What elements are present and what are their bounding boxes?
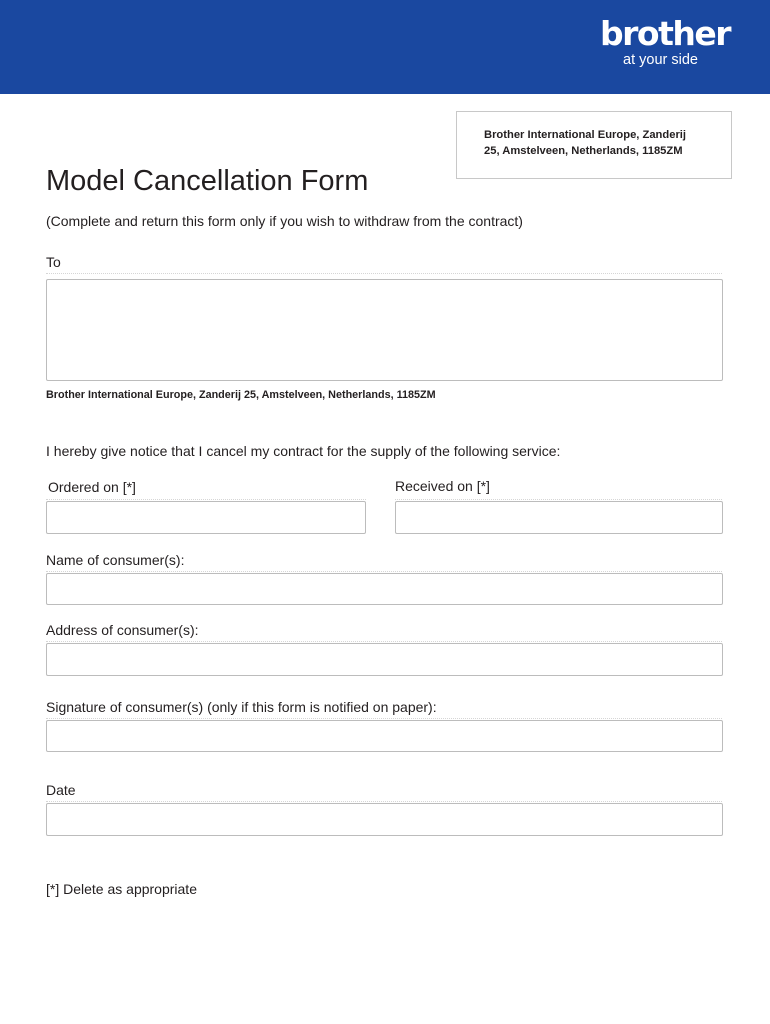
- received-on-rule: [395, 499, 722, 500]
- signature-rule: [46, 718, 722, 719]
- consumer-name-rule: [46, 571, 722, 572]
- form-subtitle: (Complete and return this form only if you wish to withdraw from the contract): [46, 213, 523, 229]
- to-field[interactable]: [46, 279, 723, 381]
- logo-tagline: at your side: [623, 52, 698, 68]
- logo-wordmark: brother: [600, 14, 730, 53]
- ordered-on-rule: [46, 499, 366, 500]
- return-address-box: [456, 111, 732, 179]
- brother-logo: [590, 16, 730, 68]
- signature-label: Signature of consumer(s) (only if this form is notified on paper):: [46, 699, 437, 715]
- consumer-address-label: Address of consumer(s):: [46, 622, 199, 638]
- footnote: [*] Delete as appropriate: [46, 881, 197, 897]
- date-field[interactable]: [46, 803, 723, 836]
- consumer-name-label: Name of consumer(s):: [46, 552, 185, 568]
- received-on-field[interactable]: [395, 501, 723, 534]
- cancellation-notice: I hereby give notice that I cancel my contract for the supply of the following service:: [46, 443, 561, 459]
- consumer-address-rule: [46, 641, 722, 642]
- return-address-line-2: 25, Amstelveen, Netherlands, 1185ZM: [484, 145, 683, 157]
- signature-field[interactable]: [46, 720, 723, 752]
- to-rule: [46, 273, 722, 274]
- return-address-line-1: Brother International Europe, Zanderij: [484, 129, 687, 141]
- to-label: To: [46, 254, 61, 270]
- ordered-on-label: Ordered on [*]: [48, 479, 136, 495]
- date-rule: [46, 801, 722, 802]
- recipient-address: Brother International Europe, Zanderij 25, Amstelveen, Netherlands, 1185ZM: [46, 389, 436, 401]
- page-title: Model Cancellation Form: [46, 165, 369, 197]
- date-label: Date: [46, 782, 76, 798]
- header-band: [0, 0, 770, 94]
- received-on-label: Received on [*]: [395, 478, 490, 494]
- ordered-on-field[interactable]: [46, 501, 366, 534]
- consumer-name-field[interactable]: [46, 573, 723, 605]
- consumer-address-field[interactable]: [46, 643, 723, 676]
